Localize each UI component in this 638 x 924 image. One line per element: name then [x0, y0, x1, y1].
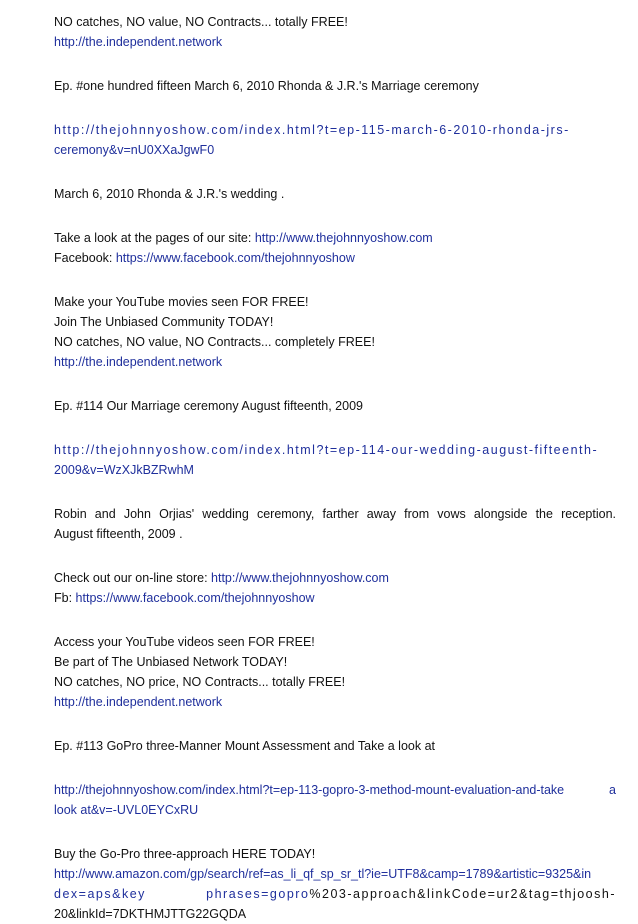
facebook-prefix: Fb: — [54, 591, 76, 605]
amazon-link-line2 — [54, 884, 616, 904]
promo-text: NO catches, NO value, NO Contracts... totally FREE! — [54, 15, 348, 29]
episode-description: Robin and John Orjias' wedding ceremony, farther away from vows alongside the reception. — [54, 507, 616, 521]
promo-text: Join The Unbiased Community TODAY! — [54, 315, 274, 329]
site-link[interactable]: http://www.thejohnnyoshow.com — [254, 231, 433, 245]
independent-network-link[interactable]: http://the.independent.network — [54, 695, 223, 709]
promo-text: Be part of The Unbiased Network TODAY! — [54, 655, 288, 669]
promo-text: NO catches, NO price, NO Contracts... totally FREE! — [54, 675, 346, 689]
promo-text: Access your YouTube videos seen FOR FREE! — [54, 635, 315, 649]
independent-network-link[interactable]: http://the.independent.network — [54, 35, 223, 49]
document-page — [54, 12, 616, 924]
episode-description: March 6, 2010 Rhonda & J.R.'s wedding . — [54, 187, 285, 201]
buy-text: Buy the Go-Pro three-approach HERE TODAY! — [54, 847, 316, 861]
episode-url-link[interactable]: http://thejohnnyoshow.com/index.html?t=ep-115-march-6-2010-rhonda-jrs- — [54, 123, 570, 137]
store-prefix: Check out our on-line store: — [54, 571, 212, 585]
episode-url-link-cont[interactable]: look at&v=-UVL0EYCxRU — [54, 803, 199, 817]
amazon-link-cont[interactable]: dex=aps&key phrases=gopro — [54, 887, 310, 901]
facebook-line — [54, 248, 616, 268]
episode-url-link-cont[interactable]: 2009&v=WzXJkBZRwhM — [54, 463, 194, 477]
facebook-link[interactable]: https://www.facebook.com/thejohnnyoshow — [75, 591, 315, 605]
amazon-link-tail: %203-approach&linkCode=ur2&tag=thjoosh- — [309, 887, 616, 901]
amazon-link[interactable]: http://www.amazon.com/gp/search/ref=as_li_qf_sp_sr_tl?ie=UTF8&camp=1789&artistic=9325&in — [54, 867, 592, 881]
episode-description-cont: August fifteenth, 2009 . — [54, 527, 183, 541]
facebook-link[interactable]: https://www.facebook.com/thejohnnyoshow — [115, 251, 355, 265]
episode-url-link[interactable]: http://thejohnnyoshow.com/index.html?t=ep-113-gopro-3-method-mount-evaluation-and-take a — [54, 783, 616, 797]
episode-title: Ep. #113 GoPro three-Manner Mount Assessment and Take a look at — [54, 739, 436, 753]
site-prefix: Take a look at the pages of our site: — [54, 231, 255, 245]
store-line — [54, 568, 616, 588]
episode-title: Ep. #one hundred fifteen March 6, 2010 Rhonda & J.R.'s Marriage ceremony — [54, 79, 479, 93]
facebook-prefix: Facebook: — [54, 251, 116, 265]
episode-url-link[interactable]: http://thejohnnyoshow.com/index.html?t=ep-114-our-wedding-august-fifteenth- — [54, 443, 599, 457]
episode-title: Ep. #114 Our Marriage ceremony August fifteenth, 2009 — [54, 399, 363, 413]
amazon-link-line3: 20&linkId=7DKTHMJTTG22GQDA — [54, 907, 247, 921]
episode-url-link-cont[interactable]: ceremony&v=nU0XXaJgwF0 — [54, 143, 215, 157]
facebook-line — [54, 588, 616, 608]
store-link[interactable]: http://www.thejohnnyoshow.com — [211, 571, 389, 585]
independent-network-link[interactable]: http://the.independent.network — [54, 355, 223, 369]
site-line — [54, 228, 616, 248]
promo-text: Make your YouTube movies seen FOR FREE! — [54, 295, 309, 309]
promo-text: NO catches, NO value, NO Contracts... completely FREE! — [54, 335, 375, 349]
